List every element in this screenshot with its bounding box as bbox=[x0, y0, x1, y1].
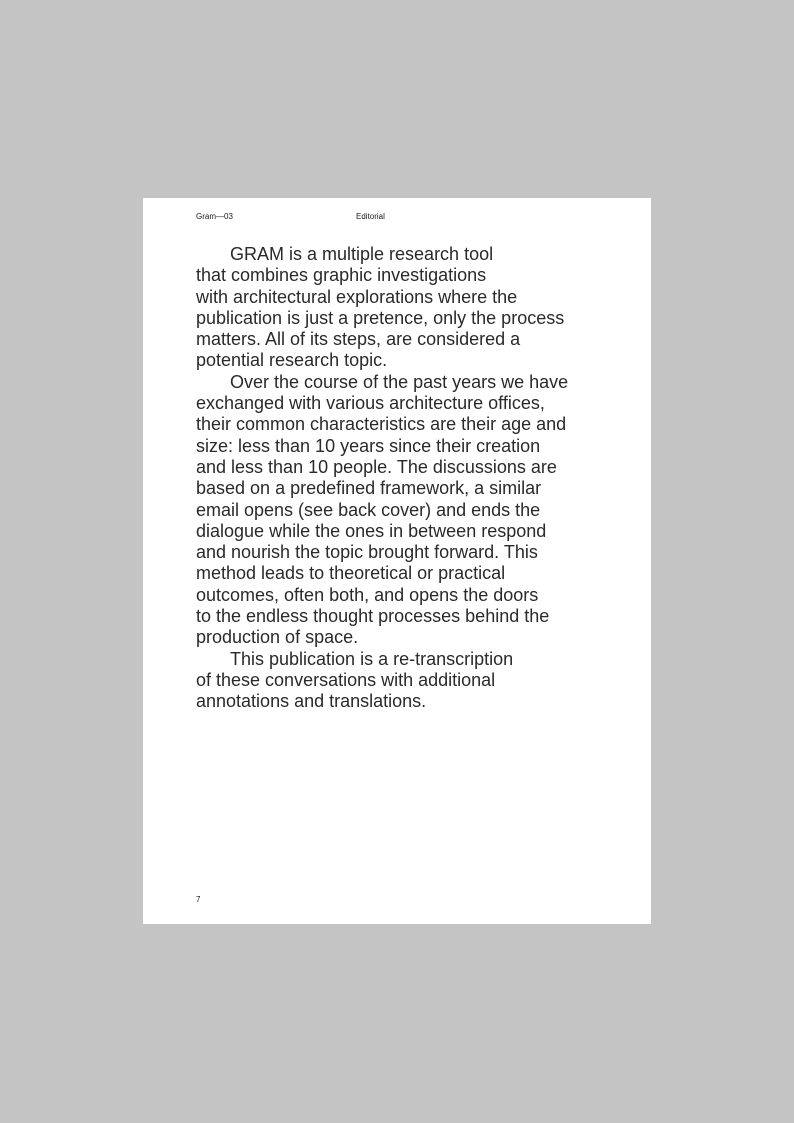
paragraph-3-line: This publication is a re-transcription bbox=[230, 648, 514, 669]
paragraph-2-line: method leads to theoretical or practical bbox=[196, 563, 506, 584]
paragraph-1-line: GRAM is a multiple research tool bbox=[230, 244, 494, 264]
running-head-issue: Gram—03 bbox=[196, 212, 233, 221]
paragraph-1-line: matters. All of its steps, are considered a bbox=[196, 329, 521, 350]
paragraph-3-line: of these conversations with additional bbox=[196, 669, 496, 690]
paragraph-1-line: publication is just a pretence, only the process bbox=[196, 307, 565, 328]
paragraph-2-line: outcomes, often both, and opens the doors bbox=[196, 584, 539, 605]
paragraph-1-line: potential research topic. bbox=[196, 350, 388, 371]
paragraph-2-line: Over the course of the past years we have bbox=[230, 371, 569, 392]
paragraph-1-line: with architectural explorations where the bbox=[196, 286, 518, 307]
paragraph-2-line: exchanged with various architecture offices, bbox=[196, 393, 545, 414]
paragraph-2-line: to the endless thought processes behind the bbox=[196, 606, 550, 627]
paragraph-2-line: production of space. bbox=[196, 627, 359, 648]
paragraph-2-line: and less than 10 people. The discussions are bbox=[196, 456, 557, 477]
paragraph-2-line: size: less than 10 years since their creation bbox=[196, 435, 541, 456]
paragraph-1-line: that combines graphic investigations bbox=[196, 265, 487, 286]
paragraph-2-line: their common characteristics are their age and bbox=[196, 414, 567, 435]
paragraph-2-line: dialogue while the ones in between respond bbox=[196, 520, 547, 541]
editorial-body bbox=[196, 244, 616, 713]
paragraph-3-line: annotations and translations. bbox=[196, 691, 427, 712]
paragraph-2-line: email opens (see back cover) and ends the bbox=[196, 499, 541, 520]
page-number: 7 bbox=[196, 895, 201, 904]
document-page bbox=[143, 198, 651, 924]
paragraph-2-line: based on a predefined framework, a similar bbox=[196, 478, 542, 499]
paragraph-2-line: and nourish the topic brought forward. This bbox=[196, 542, 538, 563]
running-head-section: Editorial bbox=[356, 212, 385, 221]
